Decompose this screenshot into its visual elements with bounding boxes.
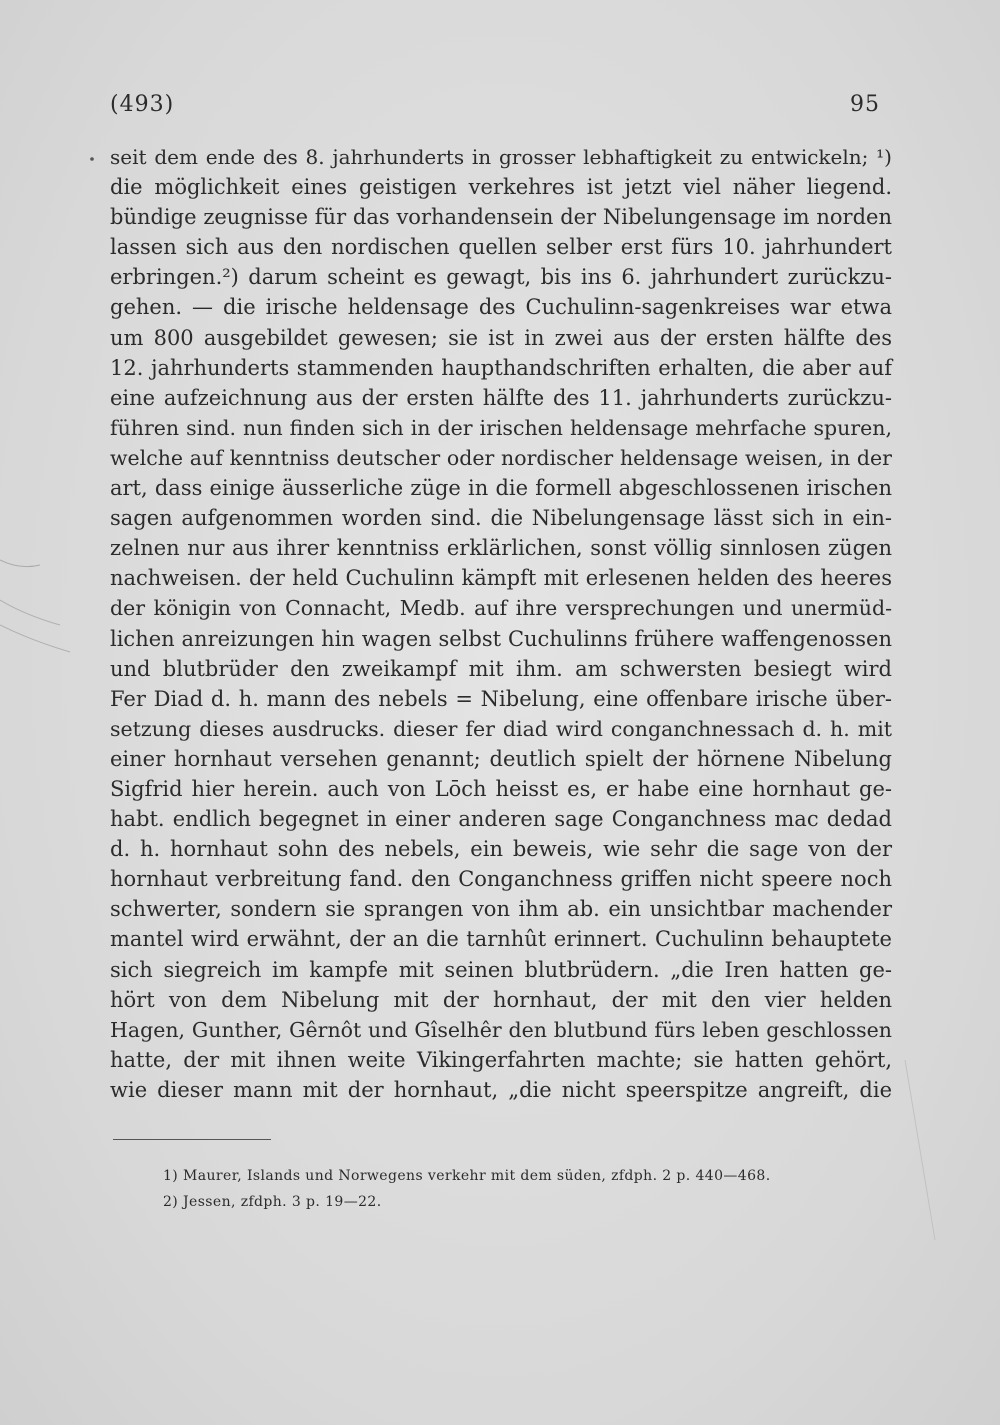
footnote-separator [113, 1139, 271, 1140]
text-line: Fer Diad d. h. mann des nebels = Nibelung, eine offenbare irische über- [110, 686, 892, 711]
body-text [110, 142, 892, 1105]
text-line: wie dieser mann mit der hornhaut, „die nicht speerspitze angreift, die [110, 1077, 892, 1102]
text-line: lichen anreizungen hin wagen selbst Cuchulinns frühere waffengenossen [110, 626, 892, 651]
text-line: sagen aufgenommen worden sind. die Nibelungensage lässt sich in ein- [110, 506, 892, 531]
text-line: setzung dieses ausdrucks. dieser fer diad wird conganchnessach d. h. mit [110, 716, 892, 741]
text-line: hatte, der mit ihnen weite Vikingerfahrten machte; sie hatten gehört, [110, 1047, 892, 1072]
text-line: art, dass einige äusserliche züge in die formell abgeschlossenen irischen [110, 476, 892, 501]
footnote-1: 1) Maurer, Islands und Norwegens verkehr mit dem süden, zfdph. 2 p. 440—468. [163, 1168, 771, 1184]
page-number: 95 [850, 92, 880, 117]
text-line: bündige zeugnisse für das vorhandensein der Nibelungensage im norden [110, 205, 892, 230]
text-line: mantel wird erwähnt, der an die tarnhût erinnert. Cuchulinn behauptete [110, 927, 892, 952]
text-line: sich siegreich im kampfe mit seinen blutbrüdern. „die Iren hatten ge- [110, 957, 892, 982]
text-line: der königin von Connacht, Medb. auf ihre versprechungen und unermüd- [110, 596, 892, 621]
text-line: um 800 ausgebildet gewesen; sie ist in zwei aus der ersten hälfte des [110, 325, 892, 350]
text-line: lassen sich aus den nordischen quellen selber erst fürs 10. jahrhundert [110, 235, 892, 260]
text-line: erbringen.²) darum scheint es gewagt, bis ins 6. jahrhundert zurückzu- [110, 265, 892, 290]
text-line: seit dem ende des 8. jahrhunderts in grosser lebhaftigkeit zu entwickeln; ¹) [110, 145, 892, 169]
text-line: d. h. hornhaut sohn des nebels, ein beweis, wie sehr die sage von der [110, 837, 892, 862]
text-line: schwerter, sondern sie sprangen von ihm ab. ein unsichtbar machender [110, 897, 892, 922]
text-line: und blutbrüder den zweikampf mit ihm. am schwersten besiegt wird [110, 656, 892, 681]
text-line: eine aufzeichnung aus der ersten hälfte des 11. jahrhunderts zurückzu- [110, 385, 892, 410]
text-line: Hagen, Gunther, Gêrnôt und Gîselhêr den blutbund fürs leben geschlossen [110, 1017, 892, 1042]
text-line: hornhaut verbreitung fand. den Conganchness griffen nicht speere noch [110, 867, 892, 892]
text-line: gehen. — die irische heldensage des Cuchulinn-sagenkreises war etwa [110, 295, 892, 320]
text-line: Sigfrid hier herein. auch von Lōch heisst es, er habe eine hornhaut ge- [110, 776, 892, 801]
text-line: einer hornhaut versehen genannt; deutlich spielt der hörnene Nibelung [110, 746, 892, 771]
text-line: führen sind. nun finden sich in der irischen heldensage mehrfache spuren, [110, 415, 892, 440]
text-line: zelnen nur aus ihrer kenntniss erklärlichen, sonst völlig sinnlosen zügen [110, 536, 892, 561]
header-sheet-number: (493) [110, 92, 175, 117]
footnote-2: 2) Jessen, zfdph. 3 p. 19—22. [163, 1194, 382, 1210]
text-line: die möglichkeit eines geistigen verkehres ist jetzt viel näher liegend. [110, 175, 892, 200]
footnotes [163, 1163, 843, 1215]
running-header [110, 92, 880, 117]
text-line: hört von dem Nibelung mit der hornhaut, der mit den vier helden [110, 987, 892, 1012]
text-line: welche auf kenntniss deutscher oder nordischer heldensage weisen, in der [110, 445, 892, 470]
text-line: 12. jahrhunderts stammenden haupthandschriften erhalten, die aber auf [110, 355, 892, 380]
text-line: nachweisen. der held Cuchulinn kämpft mit erlesenen helden des heeres [110, 566, 892, 591]
text-line: habt. endlich begegnet in einer anderen sage Conganchness mac dedad [110, 807, 892, 832]
